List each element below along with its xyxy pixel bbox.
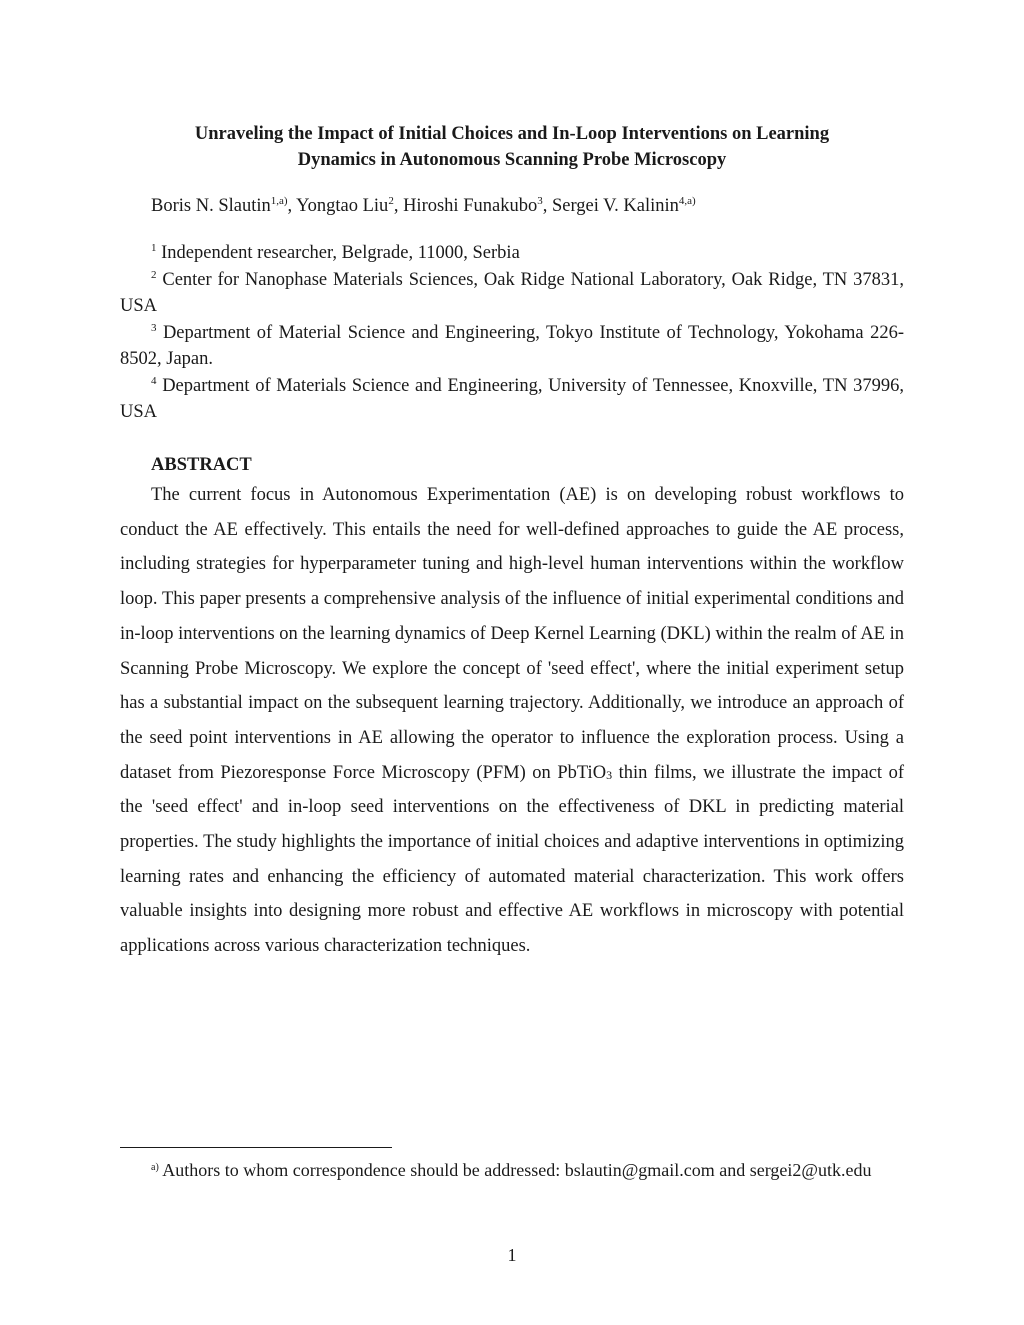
affiliation-number: 3: [151, 321, 157, 334]
affiliation-number: 2: [151, 268, 157, 281]
author-affiliation-marker: 4,a): [678, 195, 696, 207]
affiliation-text: Independent researcher, Belgrade, 11000, Serbia: [156, 243, 520, 263]
author-affiliation-marker: 3: [537, 195, 543, 207]
affiliation-text: Center for Nanophase Materials Sciences, Oak Ridge National Laboratory, Oak Ridge, TN 37831, USA: [120, 269, 904, 316]
author-name: Boris N. Slautin: [151, 196, 271, 216]
formula-base: PbTiO: [557, 762, 607, 783]
affiliation-list: [120, 240, 904, 426]
correspondence-footnote: [120, 1157, 904, 1183]
abstract-text-part-2: thin films, we illustrate the impact of the 'seed effect' and in-loop seed interventions on the effectiveness of DKL in predicting material properties. The study highlights the importance of initial choices and adaptive interventions in optimizing learning rates and enhancing the efficiency of automated material characterization. This work offers valuable insights into designing more robust and effective AE workflows in microscopy with potential applications across various characterization techniques.: [120, 762, 905, 957]
affiliation-number: 1: [151, 242, 157, 254]
footnote-text: Authors to whom correspondence should be addressed: bslautin@gmail.com and sergei2@utk.edu: [158, 1160, 872, 1180]
title-line-1: Unraveling the Impact of Initial Choices and In-Loop Interventions on Learning: [194, 124, 830, 144]
abstract-text: [120, 478, 904, 964]
affiliation: [120, 320, 904, 373]
author-separator: ,: [393, 196, 404, 216]
formula-subscript: 3: [606, 767, 613, 782]
author-affiliation-marker: 1,a): [270, 195, 288, 207]
affiliation-text: Department of Material Science and Engineering, Tokyo Institute of Technology, Yokohama 226-8502, Japan.: [120, 322, 904, 369]
affiliation-number: 4: [151, 374, 157, 387]
title-line-2: Dynamics in Autonomous Scanning Probe Microscopy: [297, 150, 727, 170]
author-affiliation-marker: 2: [388, 195, 394, 207]
affiliation: [120, 373, 904, 426]
author-separator: ,: [287, 196, 297, 216]
affiliation-text: Department of Materials Science and Engineering, University of Tennessee, Knoxville, TN 37996, USA: [120, 375, 904, 422]
abstract-text-part-1: The current focus in Autonomous Experimentation (AE) is on developing robust workflows to conduct the AE effectively. This entails the need for well-defined approaches to guide the AE process, including strategies for hyperparameter tuning and high-level human interventions within the workflow loop. This paper presents a comprehensive analysis of the influence of initial experimental conditions and in-loop interventions on the learning dynamics of Deep Kernel Learning (DKL) within the realm of AE in Scanning Probe Microscopy. We explore the concept of 'seed effect', where the initial experiment setup has a substantial impact on the subsequent learning trajectory. Additionally, we introduce an approach of the seed point interventions in AE allowing the operator to influence the exploration process. Using a dataset from Piezoresponse Force Microscopy (PFM) on: [120, 485, 904, 783]
author-separator: ,: [542, 196, 552, 216]
footnote-divider: [120, 1147, 392, 1148]
chemical-formula: [557, 763, 612, 783]
author-name: Sergei V. Kalinin: [551, 196, 679, 216]
author-name: Yongtao Liu: [296, 196, 389, 216]
footnote-marker: a): [151, 1162, 159, 1173]
author-name: Hiroshi Funakubo: [403, 196, 538, 216]
page-number: 1: [507, 1245, 517, 1265]
affiliation: [120, 267, 904, 320]
paper-title: [120, 121, 904, 173]
author-list: [151, 193, 696, 219]
abstract-heading: ABSTRACT: [151, 455, 252, 475]
affiliation: [120, 240, 904, 267]
